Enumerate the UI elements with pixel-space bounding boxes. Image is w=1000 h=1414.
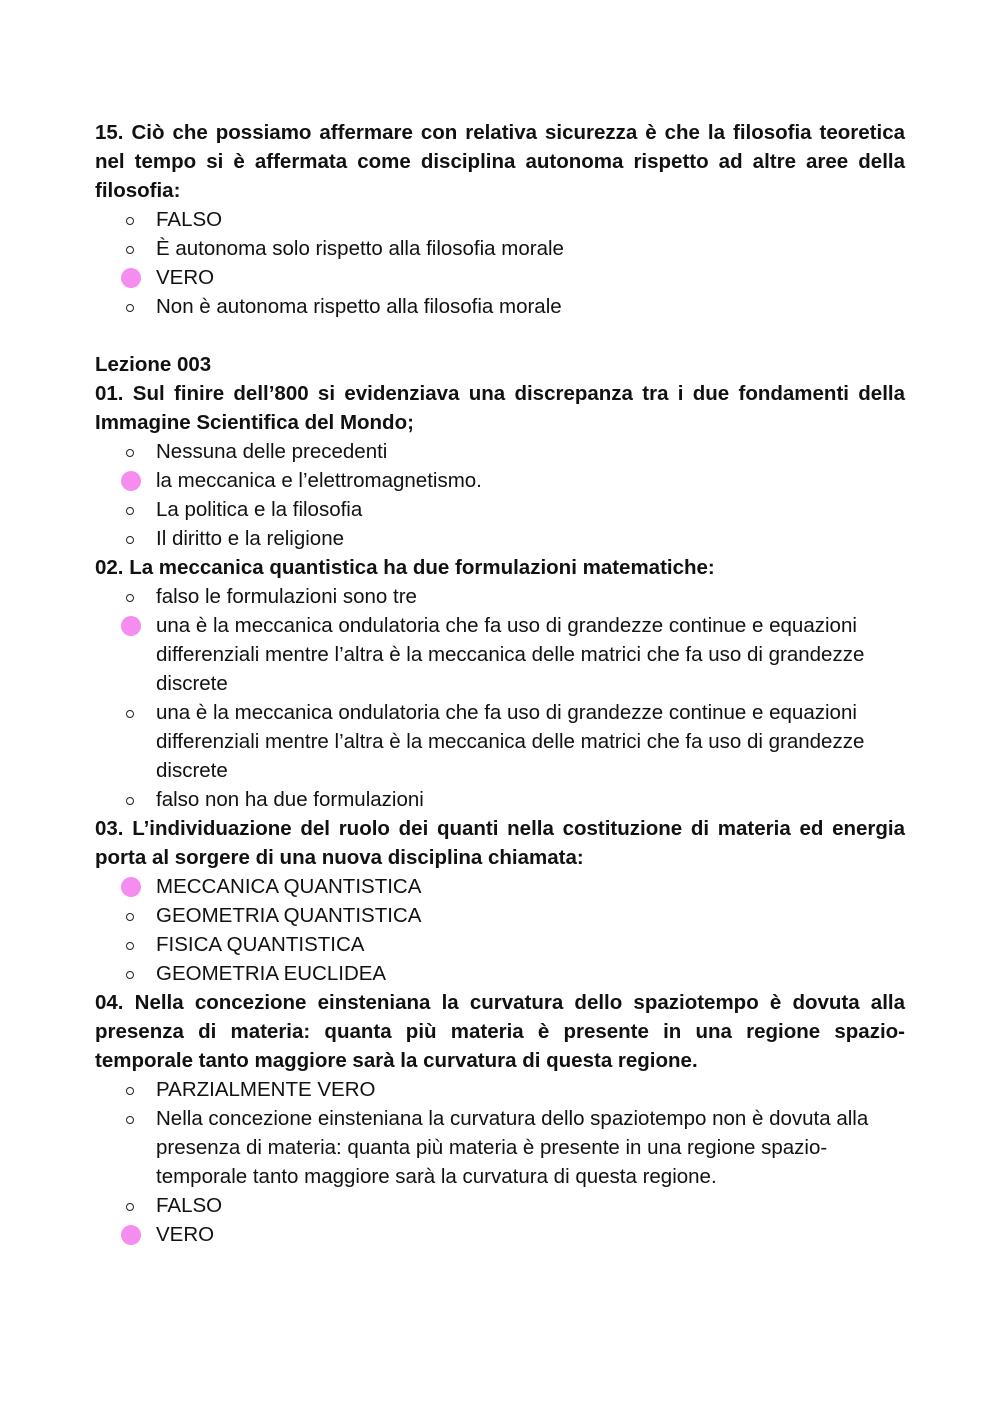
- radio-marker-icon: [122, 959, 142, 988]
- option-text: GEOMETRIA EUCLIDEA: [156, 962, 387, 985]
- selected-answer-icon: [122, 611, 142, 640]
- option-text: VERO: [156, 1223, 215, 1246]
- option-text: La politica e la filosofia: [156, 498, 363, 521]
- selected-answer-icon: [122, 466, 142, 495]
- radio-marker-icon: [122, 930, 142, 959]
- option-text: MECCANICA QUANTISTICA: [156, 875, 422, 898]
- option-item: [95, 785, 905, 814]
- option-item: [95, 1104, 905, 1191]
- option-text: Nessuna delle precedenti: [156, 440, 388, 463]
- option-list: [95, 205, 905, 321]
- option-text: GEOMETRIA QUANTISTICA: [156, 904, 422, 927]
- radio-marker-icon: [122, 901, 142, 930]
- option-item: [95, 930, 905, 959]
- option-item: [95, 524, 905, 553]
- option-item: [95, 901, 905, 930]
- option-item: [95, 263, 905, 292]
- radio-marker-icon: [122, 582, 142, 611]
- option-text: la meccanica e l’elettromagnetismo.: [156, 469, 482, 492]
- question-block: [95, 118, 905, 321]
- radio-marker-icon: [122, 205, 142, 234]
- option-item: [95, 1075, 905, 1104]
- option-item: [95, 437, 905, 466]
- question-text: 04. Nella concezione einsteniana la curvatura dello spaziotempo è dovuta alla presenza di materia: quanta più materia è presente in una regione spazio-temporale tanto maggiore sarà la curvatura di questa regione.: [95, 991, 905, 1072]
- option-item: [95, 495, 905, 524]
- question-text: 03. L’individuazione del ruolo dei quanti nella costituzione di materia ed energia porta al sorgere di una nuova disciplina chiamata:: [95, 817, 905, 869]
- question-block: [95, 379, 905, 553]
- question-block: [95, 988, 905, 1249]
- option-item: [95, 234, 905, 263]
- radio-marker-icon: [122, 292, 142, 321]
- radio-marker-icon: [122, 1104, 142, 1133]
- question-text: 15. Ciò che possiamo affermare con relativa sicurezza è che la filosofia teoretica nel tempo si è affermata come disciplina autonoma rispetto ad altre aree della filosofia:: [95, 121, 905, 202]
- option-item: [95, 872, 905, 901]
- option-item: [95, 205, 905, 234]
- selected-answer-icon: [122, 263, 142, 292]
- radio-marker-icon: [122, 785, 142, 814]
- option-text: Non è autonoma rispetto alla filosofia morale: [156, 295, 562, 318]
- option-text: Il diritto e la religione: [156, 527, 345, 550]
- option-item: [95, 466, 905, 495]
- option-list: [95, 1075, 905, 1249]
- option-item: [95, 959, 905, 988]
- option-text: VERO: [156, 266, 215, 289]
- option-item: [95, 1220, 905, 1249]
- option-item: [95, 611, 905, 698]
- option-text: falso non ha due formulazioni: [156, 788, 424, 811]
- radio-marker-icon: [122, 495, 142, 524]
- option-text: Nella concezione einsteniana la curvatura dello spaziotempo non è dovuta alla presenza di materia: quanta più materia è presente in una regione spazio-temporale tanto maggiore sarà la curvatura di questa regione.: [156, 1107, 869, 1188]
- selected-answer-icon: [122, 1220, 142, 1249]
- question-text: 02. La meccanica quantistica ha due formulazioni matematiche:: [95, 556, 715, 579]
- option-text: PARZIALMENTE VERO: [156, 1078, 376, 1101]
- option-text: FISICA QUANTISTICA: [156, 933, 365, 956]
- option-item: [95, 1191, 905, 1220]
- radio-marker-icon: [122, 524, 142, 553]
- option-text: una è la meccanica ondulatoria che fa uso di grandezze continue e equazioni differenziali mentre l’altra è la meccanica delle matrici che fa uso di grandezze discrete: [156, 701, 865, 782]
- document-page: [95, 118, 905, 1249]
- radio-marker-icon: [122, 234, 142, 263]
- option-text: È autonoma solo rispetto alla filosofia morale: [156, 237, 564, 260]
- option-text: FALSO: [156, 208, 223, 231]
- option-list: [95, 437, 905, 553]
- question-block: [95, 814, 905, 988]
- radio-marker-icon: [122, 1075, 142, 1104]
- option-list: [95, 582, 905, 814]
- selected-answer-icon: [122, 872, 142, 901]
- option-text: FALSO: [156, 1194, 223, 1217]
- lesson-title: Lezione 003: [95, 353, 212, 376]
- question-text: 01. Sul finire dell’800 si evidenziava una discrepanza tra i due fondamenti della Immagine Scientifica del Mondo;: [95, 382, 905, 434]
- option-item: [95, 292, 905, 321]
- option-item: [95, 582, 905, 611]
- question-block: [95, 553, 905, 814]
- option-item: [95, 698, 905, 785]
- option-text: una è la meccanica ondulatoria che fa uso di grandezze continue e equazioni differenziali mentre l’altra è la meccanica delle matrici che fa uso di grandezze discrete: [156, 614, 865, 695]
- radio-marker-icon: [122, 1191, 142, 1220]
- radio-marker-icon: [122, 698, 142, 727]
- option-text: falso le formulazioni sono tre: [156, 585, 417, 608]
- option-list: [95, 872, 905, 988]
- radio-marker-icon: [122, 437, 142, 466]
